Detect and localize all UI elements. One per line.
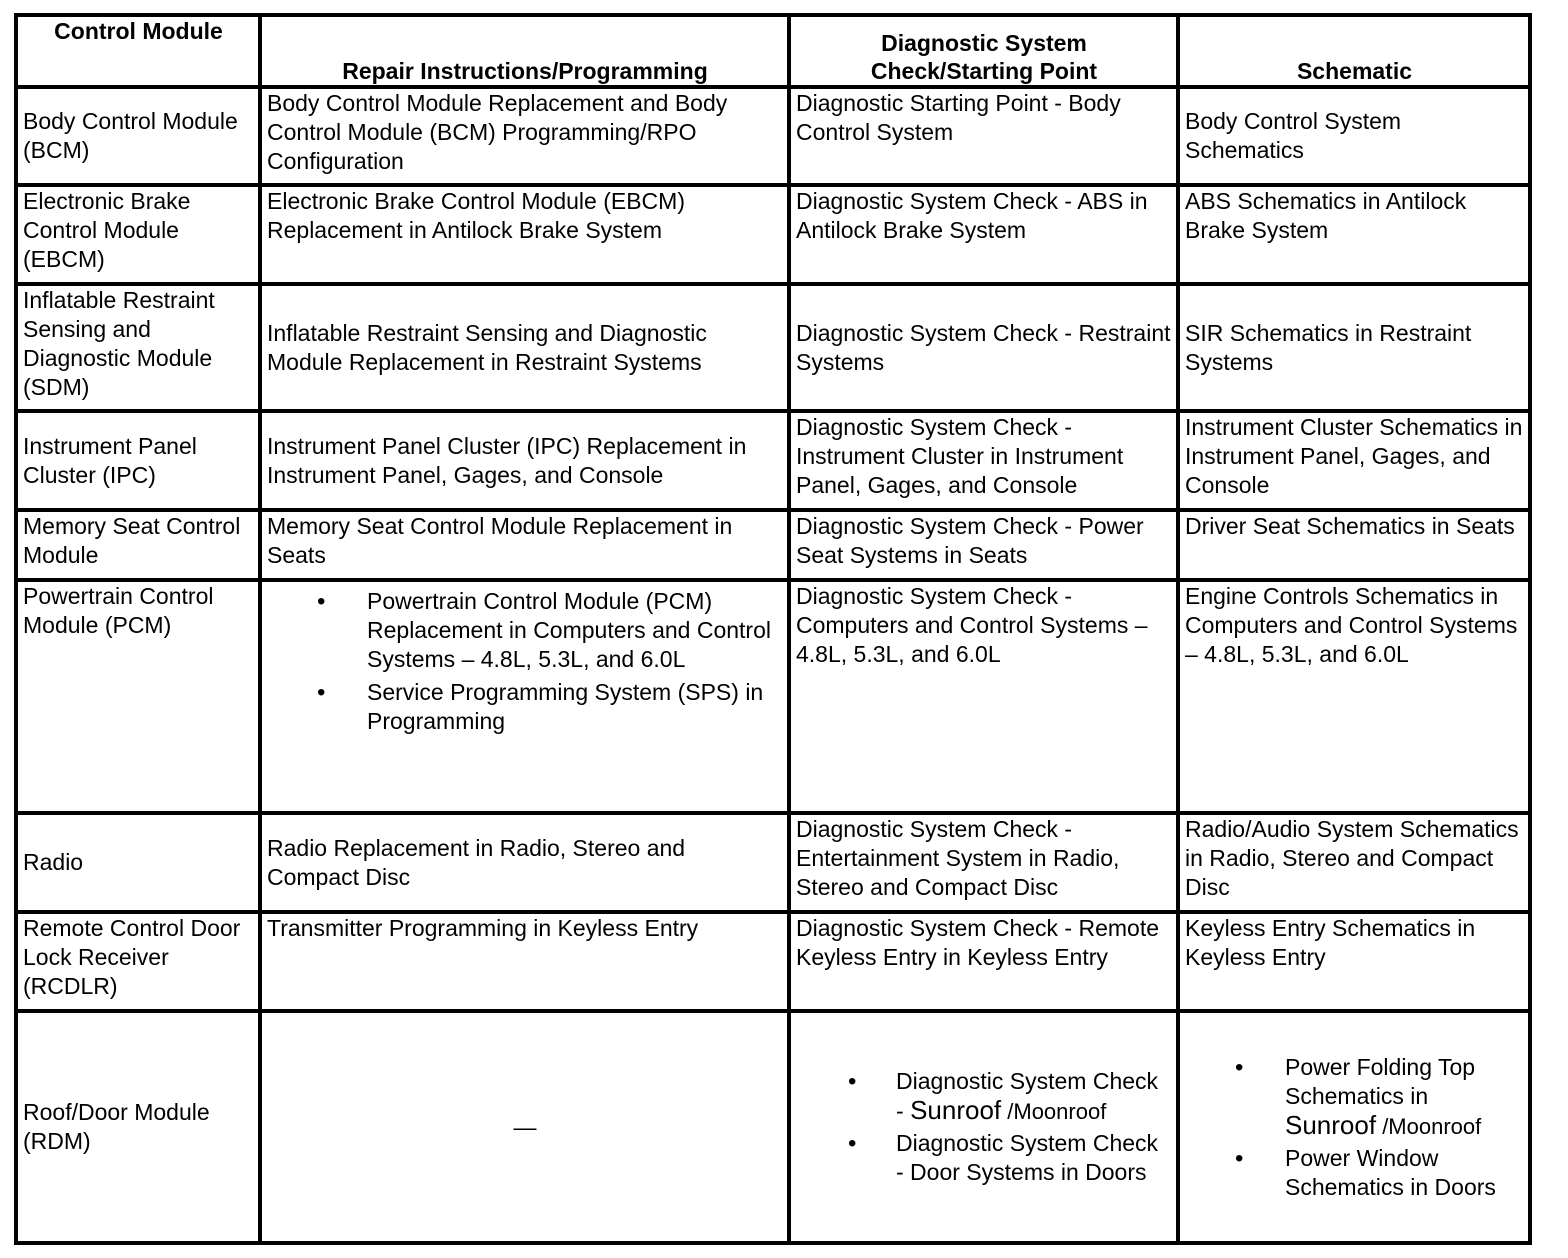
cell-module: Electronic Brake Control Module (EBCM) xyxy=(16,185,260,284)
cell-diagnostic: Diagnostic System Check - Remote Keyless Entry in Keyless Entry xyxy=(789,912,1178,1011)
header-diagnostic-line2: Check/Starting Point xyxy=(870,58,1098,84)
item-text: Diagnostic System Check - xyxy=(896,1068,1159,1124)
cell-repair: Memory Seat Control Module Replacement in Seats xyxy=(260,510,789,580)
cell-diagnostic: Diagnostic Starting Point - Body Control System xyxy=(789,87,1178,185)
header-diagnostic-line1: Diagnostic System xyxy=(881,30,1087,56)
cell-schematic: SIR Schematics in Restraint Systems xyxy=(1178,284,1530,411)
cell-module: Radio xyxy=(16,813,260,912)
cell-schematic: Body Control System Schematics xyxy=(1178,87,1530,185)
schematic-bullet-list xyxy=(1185,1053,1524,1202)
header-control-module: Control Module xyxy=(16,15,260,87)
header-schematic: Schematic xyxy=(1178,15,1530,87)
cell-schematic: Keyless Entry Schematics in Keyless Entry xyxy=(1178,912,1530,1011)
cell-diagnostic: Diagnostic System Check - Restraint Systems xyxy=(789,284,1178,411)
cell-schematic xyxy=(1178,1011,1530,1243)
cell-module: Instrument Panel Cluster (IPC) xyxy=(16,411,260,510)
cell-schematic: ABS Schematics in Antilock Brake System xyxy=(1178,185,1530,284)
cell-repair: Body Control Module Replacement and Body Control Module (BCM) Programming/RPO Configuration xyxy=(260,87,789,185)
table-row xyxy=(16,580,1530,813)
list-item xyxy=(1185,1053,1524,1141)
cell-diagnostic: Diagnostic System Check - Power Seat Systems in Seats xyxy=(789,510,1178,580)
cell-repair: Transmitter Programming in Keyless Entry xyxy=(260,912,789,1011)
cell-repair: Instrument Panel Cluster (IPC) Replacement in Instrument Panel, Gages, and Console xyxy=(260,411,789,510)
cell-repair xyxy=(260,580,789,813)
cell-schematic: Engine Controls Schematics in Computers and Control Systems – 4.8L, 5.3L, and 6.0L xyxy=(1178,580,1530,813)
item-text-suffix: /Moonroof xyxy=(1376,1113,1482,1139)
table-row xyxy=(16,510,1530,580)
cell-diagnostic: Diagnostic System Check - Entertainment System in Radio, Stereo and Compact Disc xyxy=(789,813,1178,912)
item-text: Diagnostic System Check - Door Systems in Doors xyxy=(896,1130,1159,1185)
table-row xyxy=(16,1011,1530,1243)
cell-module: Roof/Door Module (RDM) xyxy=(16,1011,260,1243)
table-row xyxy=(16,284,1530,411)
cell-diagnostic: Diagnostic System Check - Instrument Cluster in Instrument Panel, Gages, and Console xyxy=(789,411,1178,510)
table-row xyxy=(16,912,1530,1011)
table-row xyxy=(16,411,1530,510)
cell-repair: Radio Replacement in Radio, Stereo and Compact Disc xyxy=(260,813,789,912)
cell-module: Powertrain Control Module (PCM) xyxy=(16,580,260,813)
repair-bullet-list xyxy=(267,587,783,736)
header-row xyxy=(16,15,1530,87)
table-row xyxy=(16,87,1530,185)
item-text: Power Folding Top Schematics in xyxy=(1285,1053,1476,1109)
list-item xyxy=(796,1129,1172,1187)
cell-module: Body Control Module (BCM) xyxy=(16,87,260,185)
cell-diagnostic: Diagnostic System Check - ABS in Antilock Brake System xyxy=(789,185,1178,284)
cell-repair: — xyxy=(260,1011,789,1243)
item-text: Power Window Schematics in Doors xyxy=(1285,1144,1496,1200)
list-item: • Powertrain Control Module (PCM) Replacement in Computers and Control Systems – 4.8L, 5.3L, and 6.0L xyxy=(267,587,783,674)
cell-schematic: Driver Seat Schematics in Seats xyxy=(1178,510,1530,580)
item-text-emphasis: Sunroof xyxy=(910,1095,1002,1125)
table-row xyxy=(16,813,1530,912)
cell-repair: Electronic Brake Control Module (EBCM) Replacement in Antilock Brake System xyxy=(260,185,789,284)
header-repair-instructions: Repair Instructions/Programming xyxy=(260,15,789,87)
list-item: • Service Programming System (SPS) in Programming xyxy=(267,678,783,736)
list-item xyxy=(796,1067,1172,1126)
item-text-suffix: /Moonroof xyxy=(1001,1099,1107,1124)
cell-module: Inflatable Restraint Sensing and Diagnostic Module (SDM) xyxy=(16,284,260,411)
header-diagnostic xyxy=(789,15,1178,87)
cell-diagnostic: Diagnostic System Check - Computers and Control Systems – 4.8L, 5.3L, and 6.0L xyxy=(789,580,1178,813)
diagnostic-bullet-list xyxy=(796,1067,1172,1187)
cell-schematic: Instrument Cluster Schematics in Instrument Panel, Gages, and Console xyxy=(1178,411,1530,510)
cell-schematic: Radio/Audio System Schematics in Radio, Stereo and Compact Disc xyxy=(1178,813,1530,912)
cell-module: Remote Control Door Lock Receiver (RCDLR) xyxy=(16,912,260,1011)
cell-repair: Inflatable Restraint Sensing and Diagnostic Module Replacement in Restraint Systems xyxy=(260,284,789,411)
cell-module: Memory Seat Control Module xyxy=(16,510,260,580)
control-module-table xyxy=(14,13,1532,1245)
table-row xyxy=(16,185,1530,284)
list-item xyxy=(1185,1144,1524,1202)
cell-diagnostic xyxy=(789,1011,1178,1243)
item-text-emphasis: Sunroof xyxy=(1285,1109,1377,1140)
